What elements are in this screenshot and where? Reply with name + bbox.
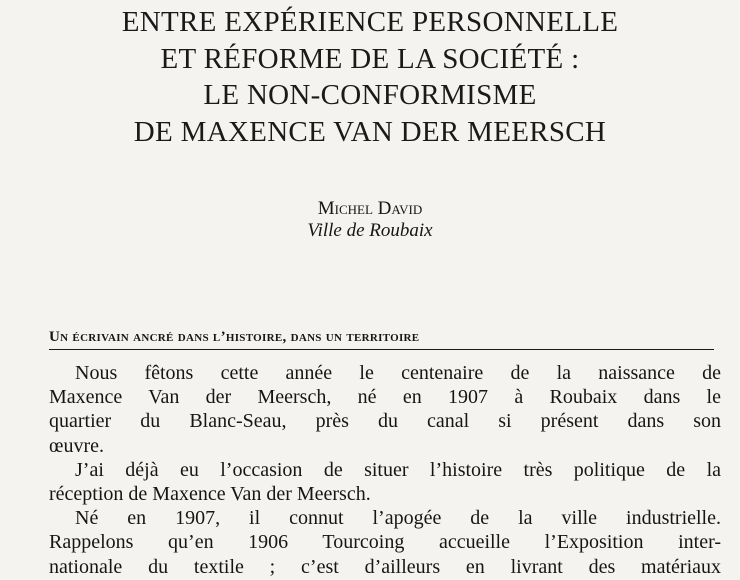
section-heading-rule bbox=[49, 349, 714, 350]
body-text bbox=[49, 361, 721, 579]
body-line: Nous fêtons cette année le centenaire de la naissance de bbox=[75, 362, 721, 384]
title-line: ENTRE EXPÉRIENCE PERSONNELLE bbox=[121, 6, 619, 38]
section-heading-text: Un écrivain ancré dans l’histoire, dans un territoire bbox=[49, 329, 420, 345]
author-name bbox=[0, 198, 740, 220]
body-line: Né en 1907, il connut l’apogée de la ville industrielle. bbox=[75, 507, 721, 530]
title-line: LE NON-CONFORMISME bbox=[203, 79, 537, 111]
section-heading bbox=[49, 327, 714, 350]
author-affiliation: Ville de Roubaix bbox=[307, 220, 433, 241]
title-line: DE MAXENCE VAN DER MEERSCH bbox=[133, 115, 607, 148]
body-line: quartier du Blanc-Seau, près du canal si présent dans son bbox=[49, 410, 721, 433]
body-line: J’ai déjà eu l’occasion de situer l’histoire très politique de la bbox=[75, 458, 721, 481]
author-name-text: Michel David bbox=[317, 198, 423, 219]
body-line: réception de Maxence Van der Meersch. bbox=[49, 482, 371, 505]
title-line: ET RÉFORME DE LA SOCIÉTÉ : bbox=[160, 42, 580, 75]
body-line: œuvre. bbox=[49, 434, 104, 457]
body-line: nationale du textile ; c’est d’ailleurs en livrant des matériaux bbox=[49, 555, 721, 578]
body-line: Maxence Van der Meersch, né en 1907 à Roubaix dans le bbox=[49, 386, 721, 409]
body-line: Rappelons qu’en 1906 Tourcoing accueille l’Exposition inter- bbox=[49, 531, 721, 554]
article-title bbox=[40, 4, 700, 150]
